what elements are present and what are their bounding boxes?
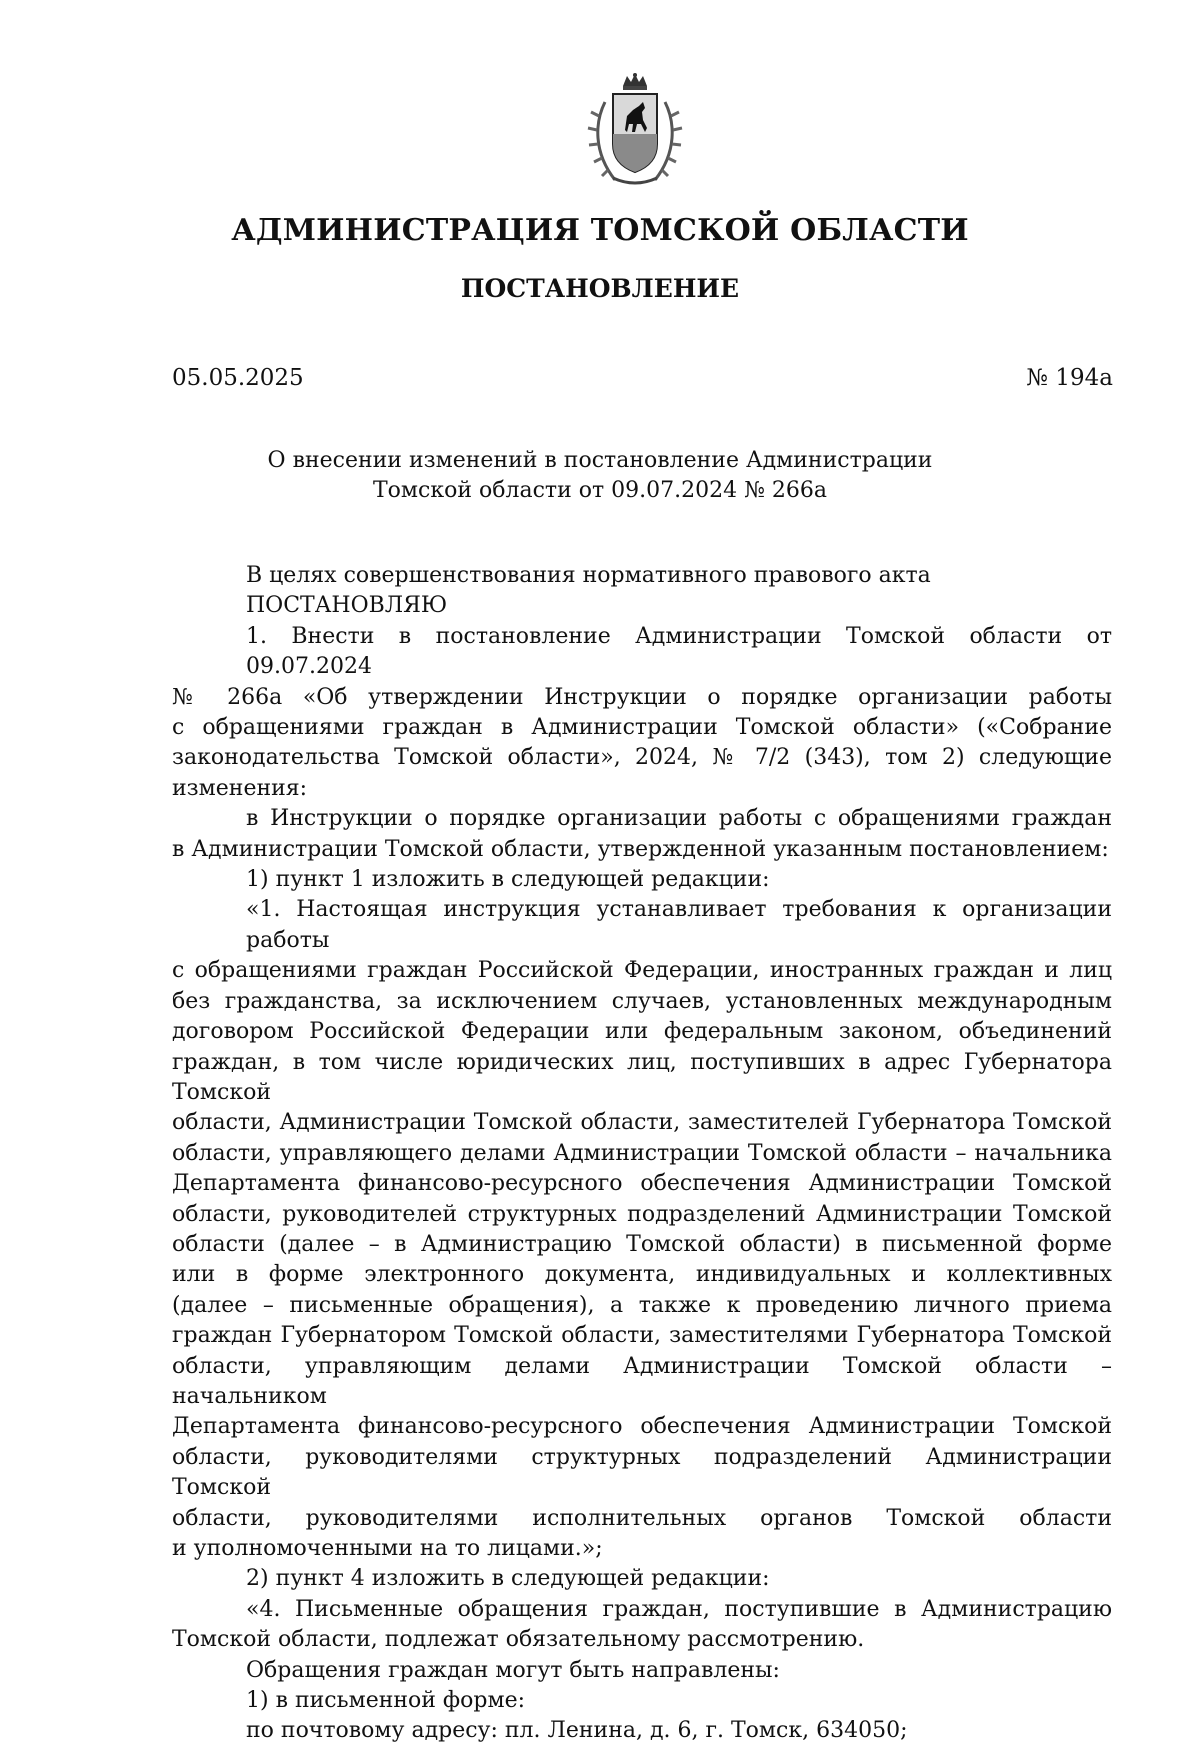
- paragraph-line: области (далее – в Администрацию Томской области) в письменной форме: [172, 1231, 1112, 1257]
- decree-word: ПОСТАНОВЛЯЮ: [246, 593, 448, 619]
- paragraph-line: области, Администрации Томской области, заместителей Губернатора Томской: [172, 1110, 1112, 1136]
- paragraph-line: области, управляющим делами Администрации Томской области – начальником: [172, 1353, 1112, 1409]
- paragraph-line: законодательства Томской области», 2024, № 7/2 (343), том 2) следующие: [172, 745, 1112, 771]
- instruction-paragraph: [172, 804, 1112, 865]
- document-number: № 194а: [1026, 365, 1113, 391]
- paragraph-line: без гражданства, за исключением случаев, установленных международным: [172, 988, 1112, 1014]
- paragraph-line: изменения:: [172, 775, 308, 801]
- paragraph-line: граждан, в том числе юридических лиц, поступивших в адрес Губернатора Томской: [172, 1049, 1112, 1105]
- subject-line: Томской области от 09.07.2024 № 266а: [372, 478, 828, 503]
- paragraph-line: «1. Настоящая инструкция устанавливает требования к организации работы: [246, 897, 1112, 953]
- subject-line: О внесении изменений в постановление Администрации: [267, 448, 933, 473]
- paragraph-line: с обращениями граждан в Администрации Томской области» («Собрание: [172, 715, 1112, 741]
- paragraph-line: области, руководителями исполнительных органов Томской области: [172, 1505, 1112, 1531]
- paragraph-line: «4. Письменные обращения граждан, поступившие в Администрацию: [246, 1596, 1112, 1622]
- paragraph-line: граждан Губернатором Томской области, заместителями Губернатора Томской: [172, 1323, 1112, 1349]
- paragraph-line: Департамента финансово-ресурсного обеспечения Администрации Томской: [172, 1414, 1112, 1440]
- document-subject: [0, 446, 1200, 506]
- document-body: [172, 561, 1112, 1747]
- point-4-paragraph: [172, 1595, 1112, 1656]
- paragraph-line: в Администрации Томской области, утвержденной указанным постановлением:: [172, 836, 1109, 862]
- paragraph-line: и уполномоченными на то лицами.»;: [172, 1536, 603, 1561]
- subitem-1: 1) пункт 1 изложить в следующей редакции:: [246, 867, 770, 893]
- subitem-2: 2) пункт 4 изложить в следующей редакции:: [246, 1566, 770, 1592]
- written-form-item: 1) в письменной форме:: [246, 1688, 526, 1714]
- paragraph-line: 1. Внести в постановление Администрации Томской области от 09.07.2024: [246, 623, 1112, 680]
- paragraph-line: (далее – письменные обращения), а также к проведению личного приема: [172, 1292, 1112, 1318]
- may-be-sent-paragraph: Обращения граждан могут быть направлены:: [246, 1657, 780, 1683]
- paragraph-line: с обращениями граждан Российской Федерации, иностранных граждан и лиц: [172, 958, 1112, 984]
- item-1-paragraph: [172, 622, 1112, 804]
- paragraph-line: в Инструкции о порядке организации работы с обращениями граждан: [246, 806, 1112, 832]
- document-type-title: ПОСТАНОВЛЕНИЕ: [460, 274, 740, 303]
- paragraph-line: Томской области, подлежат обязательному рассмотрению.: [172, 1627, 865, 1653]
- document-date: 05.05.2025: [172, 365, 304, 391]
- point-1-paragraph: [172, 895, 1112, 1564]
- paragraph-line: области, руководителями структурных подразделений Администрации Томской: [172, 1444, 1112, 1501]
- tomsk-coat-of-arms-icon: [585, 72, 685, 190]
- paragraph-line: договором Российской Федерации или федеральным законом, объединений: [172, 1019, 1112, 1045]
- postal-address-item: по почтовому адресу: пл. Ленина, д. 6, г. Томск, 634050;: [246, 1718, 908, 1744]
- purpose-paragraph: В целях совершенствования нормативного правового акта: [246, 563, 931, 588]
- paragraph-line: Департамента финансово-ресурсного обеспечения Администрации Томской: [172, 1171, 1112, 1197]
- paragraph-line: области, управляющего делами Администрации Томской области – начальника: [172, 1140, 1112, 1166]
- paragraph-line: или в форме электронного документа, индивидуальных и коллективных: [172, 1262, 1112, 1288]
- paragraph-line: области, руководителей структурных подразделений Администрации Томской: [172, 1201, 1112, 1227]
- organization-title: АДМИНИСТРАЦИЯ ТОМСКОЙ ОБЛАСТИ: [231, 213, 969, 248]
- paragraph-line: № 266а «Об утверждении Инструкции о порядке организации работы: [172, 684, 1112, 710]
